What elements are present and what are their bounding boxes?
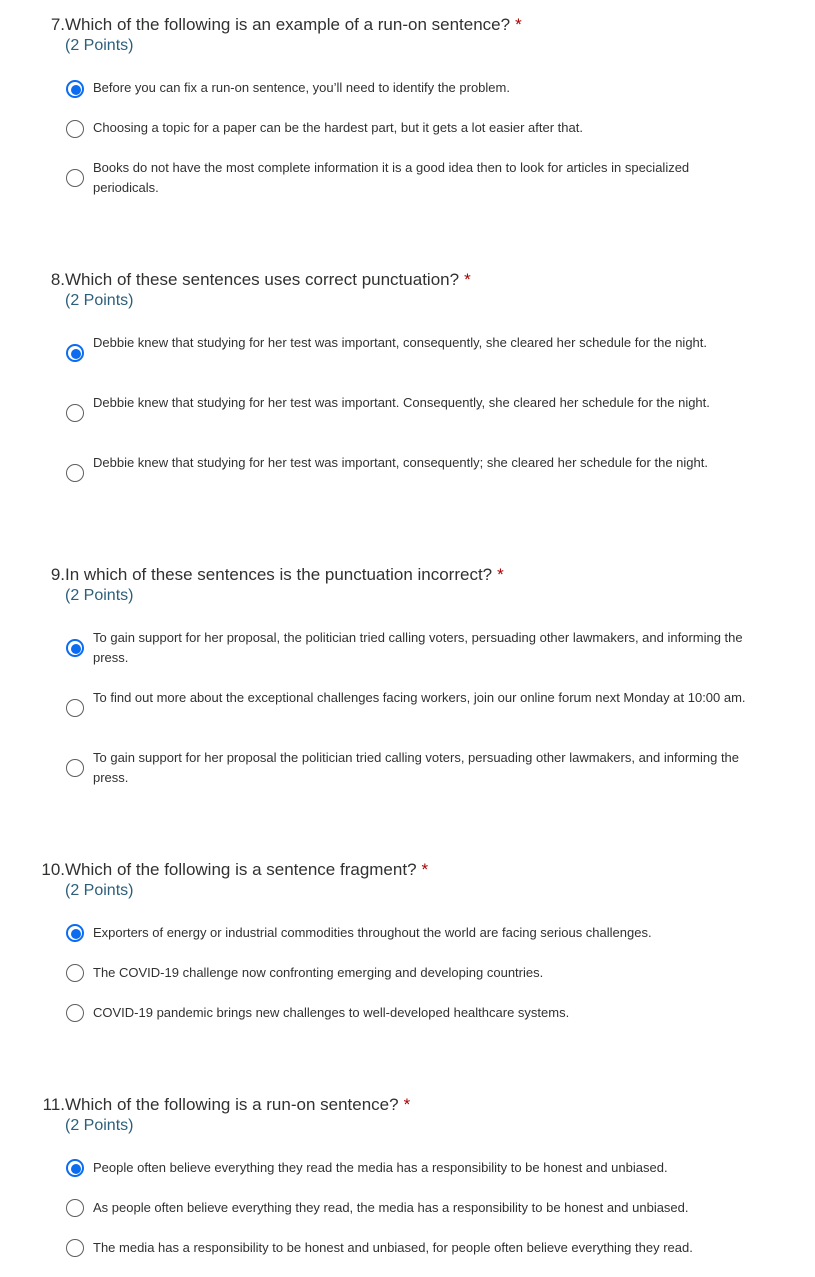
question-title — [0, 1093, 815, 1117]
question-points: (2 Points) — [65, 1117, 134, 1134]
question-number: 10. — [41, 860, 65, 879]
question-title — [0, 858, 815, 882]
radio-button[interactable] — [66, 169, 84, 187]
question-number: 7. — [50, 15, 65, 34]
radio-button[interactable] — [66, 964, 84, 982]
option-label: Choosing a topic for a paper can be the hardest part, but it gets a lot easier after that. — [93, 120, 583, 135]
option-label: Debbie knew that studying for her test was important, consequently; she cleared her schedule for the night. — [93, 455, 708, 470]
question-title — [0, 563, 815, 587]
radio-button[interactable] — [66, 1199, 84, 1217]
radio-button[interactable] — [66, 464, 84, 482]
required-asterisk: * — [421, 860, 429, 879]
option-label: The COVID-19 challenge now confronting emerging and developing countries. — [93, 965, 544, 980]
radio-button[interactable] — [66, 404, 84, 422]
radio-button[interactable] — [66, 120, 84, 138]
question-number: 9. — [50, 565, 65, 584]
question-text: Which of these sentences uses correct punctuation? — [65, 270, 460, 289]
option-label: Debbie knew that studying for her test was important. Consequently, she cleared her schedule for the night. — [93, 395, 710, 410]
option-label: Books do not have the most complete information it is a good idea then to look for articles in specialized periodicals. — [93, 160, 690, 195]
option-label: As people often believe everything they read, the media has a responsibility to be honest and unbiased. — [93, 1200, 689, 1215]
radio-button[interactable] — [66, 80, 84, 98]
option-label: The media has a responsibility to be honest and unbiased, for people often believe everything they read. — [93, 1240, 693, 1255]
required-asterisk: * — [497, 565, 504, 584]
radio-button[interactable] — [66, 1159, 84, 1177]
question-title — [0, 13, 815, 37]
required-asterisk: * — [403, 1095, 411, 1114]
option-label: Before you can fix a run-on sentence, you’ll need to identify the problem. — [93, 80, 510, 95]
option-label: To gain support for her proposal, the politician tried calling voters, persuading other lawmakers, and informing the press. — [93, 630, 743, 665]
radio-button[interactable] — [66, 1004, 84, 1022]
question-title — [0, 268, 815, 292]
option-label: Exporters of energy or industrial commodities throughout the world are facing serious challenges. — [93, 925, 652, 940]
question-text: Which of the following is a sentence fragment? — [65, 860, 417, 879]
question-points: (2 Points) — [65, 882, 134, 899]
option-label: To find out more about the exceptional challenges facing workers, join our online forum next Monday at 10:00 am. — [93, 690, 746, 705]
radio-button[interactable] — [66, 924, 84, 942]
radio-button[interactable] — [66, 639, 84, 657]
required-asterisk: * — [515, 15, 522, 34]
question-text: In which of these sentences is the punctuation incorrect? — [65, 565, 493, 584]
option-label: COVID-19 pandemic brings new challenges to well-developed healthcare systems. — [93, 1005, 570, 1020]
required-asterisk: * — [464, 270, 471, 289]
option-label: To gain support for her proposal the politician tried calling voters, persuading other lawmakers, and informing the press. — [93, 750, 740, 785]
option-label: Debbie knew that studying for her test was important, consequently, she cleared her schedule for the night. — [93, 335, 707, 350]
question-text: Which of the following is an example of a run-on sentence? — [65, 15, 511, 34]
option-label: People often believe everything they read the media has a responsibility to be honest and unbiased. — [93, 1160, 668, 1175]
question-number: 8. — [50, 270, 65, 289]
question-points: (2 Points) — [65, 292, 134, 309]
radio-button[interactable] — [66, 759, 84, 777]
question-points: (2 Points) — [65, 37, 134, 54]
radio-button[interactable] — [66, 1239, 84, 1257]
radio-button[interactable] — [66, 699, 84, 717]
question-points: (2 Points) — [65, 587, 134, 604]
radio-button[interactable] — [66, 344, 84, 362]
question-number: 11. — [42, 1095, 65, 1114]
question-text: Which of the following is a run-on sentence? — [65, 1095, 399, 1114]
